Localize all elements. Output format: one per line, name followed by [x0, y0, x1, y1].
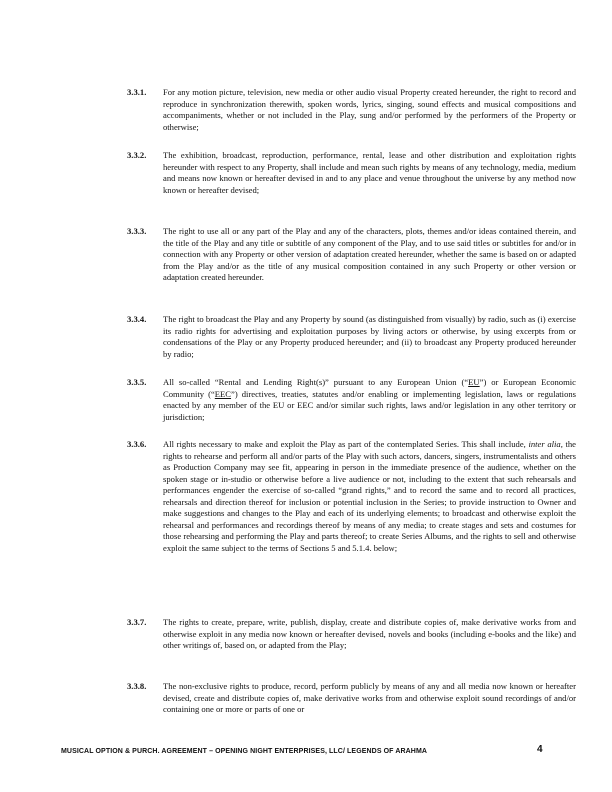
clause-text-part: All so-called “Rental and Lending Right(s)” pursuant to any European Union (“ — [163, 377, 469, 387]
clause-number: 3.3.8. — [127, 681, 147, 691]
clause-number: 3.3.4. — [127, 314, 147, 324]
clause-text: The non-exclusive rights to produce, record, perform publicly by means of any and all media now known or hereafter devised, create and distribute copies of, make derivative works from and otherwise exploit sound recordings of and/or containing one or more or parts of one or — [163, 681, 576, 714]
eec-term: EEC — [214, 388, 232, 399]
clause-text: The right to use all or any part of the Play and any of the characters, plots, themes and/or ideas contained therein, and the title of the Play and any title or subtitle of any component of the Play, and to use said titles or subtitles for and/or in connection with any Property or other version of adaptation created hereunder, whether the same is based on or adapted from the Play and/or as the title of any musical composition contained in any such Property or other version or adaptation created hereunder. — [163, 226, 576, 282]
clause-text: The right to broadcast the Play and any Property by sound (as distinguished from visually) by radio, such as (i) exercise its radio rights for advertising and exploitation purposes by living actors or otherwise, by using excerpts from or condensations of the Play or any Property produced hereunder; and (ii) to broadcast any Property produced hereunder by radio; — [163, 314, 576, 359]
clause-number: 3.3.5. — [127, 377, 147, 387]
clause-text — [163, 377, 576, 423]
clause-text — [163, 439, 576, 554]
inter-alia-italic: inter alia — [528, 439, 561, 449]
footer-title: MUSICAL OPTION & PURCH. AGREEMENT – OPENING NIGHT ENTERPRISES, LLC/ LEGENDS OF ARAHMA — [61, 748, 428, 755]
clause-text-part: , the rights to rehearse and perform all and/or parts of the Play with such actors, dancers, singers, instrumentalists and others as Production Company may see fit, appearing in person in the immediate presence of the audience, whether on the spoken stage or in-studio or otherwise before a live audience or not, including to the extent that such rehearsals and performances engender the exercise of so-called “grand rights,” and to record the same and to record all practices, rehearsals and direction thereof for inclusion or potential inclusion in the Series; to provide instruction to Owner and make suggestions and changes to the Play and each of its underlying elements; to broadcast and otherwise exploit the rehearsal and performances and recordings thereof by means of any media; to create stages and sets and costumes for those rehearsing and performing the Play and parts thereof; to create Series Albums, and the rights to sell and otherwise exploit the same subject to the terms of Sections 5 and 5.1.4. below; — [163, 439, 577, 553]
clause-number: 3.3.7. — [127, 617, 147, 627]
clause-text-part: ”) directives, treaties, statutes and/or enabling or implementing legislation, laws or regulations enacted by any member of the EU or EEC and/or similar such rights, laws and/or legislation in any other territory or jurisdiction; — [163, 388, 577, 422]
eu-term: EU — [468, 377, 480, 387]
clause-text: The rights to create, prepare, write, publish, display, create and distribute copies of, make derivative works from and otherwise exploit in any media now known or hereafter devised, novels and books (including e-books and the like) and other writings of, based on, or adapted from the Play; — [163, 617, 576, 650]
clause-number: 3.3.1. — [127, 87, 147, 97]
clause-text-part: ”) or European Economic Community (“ — [163, 377, 576, 399]
clause-text-part: All rights necessary to make and exploit the Play as part of the contemplated Series. This shall include, — [163, 439, 529, 449]
clause-number: 3.3.6. — [127, 439, 147, 449]
page-number: 4 — [537, 744, 543, 755]
clause-text: For any motion picture, television, new media or other audio visual Property created hereunder, the right to record and reproduce in synchronization therewith, spoken words, lyrics, singing, sound effects and musical compositions and accompaniments, whether or not included in the Play, sung and/or performed by the performers of the Property or otherwise; — [163, 87, 576, 132]
clause-text: The exhibition, broadcast, reproduction, performance, rental, lease and other distribution and exploitation rights hereunder with respect to any Property, shall include and mean such rights by means of any technology, media, medium and means now known or hereafter devised in and to any place and venue throughout the universe by any method now known or hereafter devised; — [163, 150, 576, 195]
clause-number: 3.3.3. — [127, 226, 147, 236]
clause-number: 3.3.2. — [127, 150, 147, 160]
